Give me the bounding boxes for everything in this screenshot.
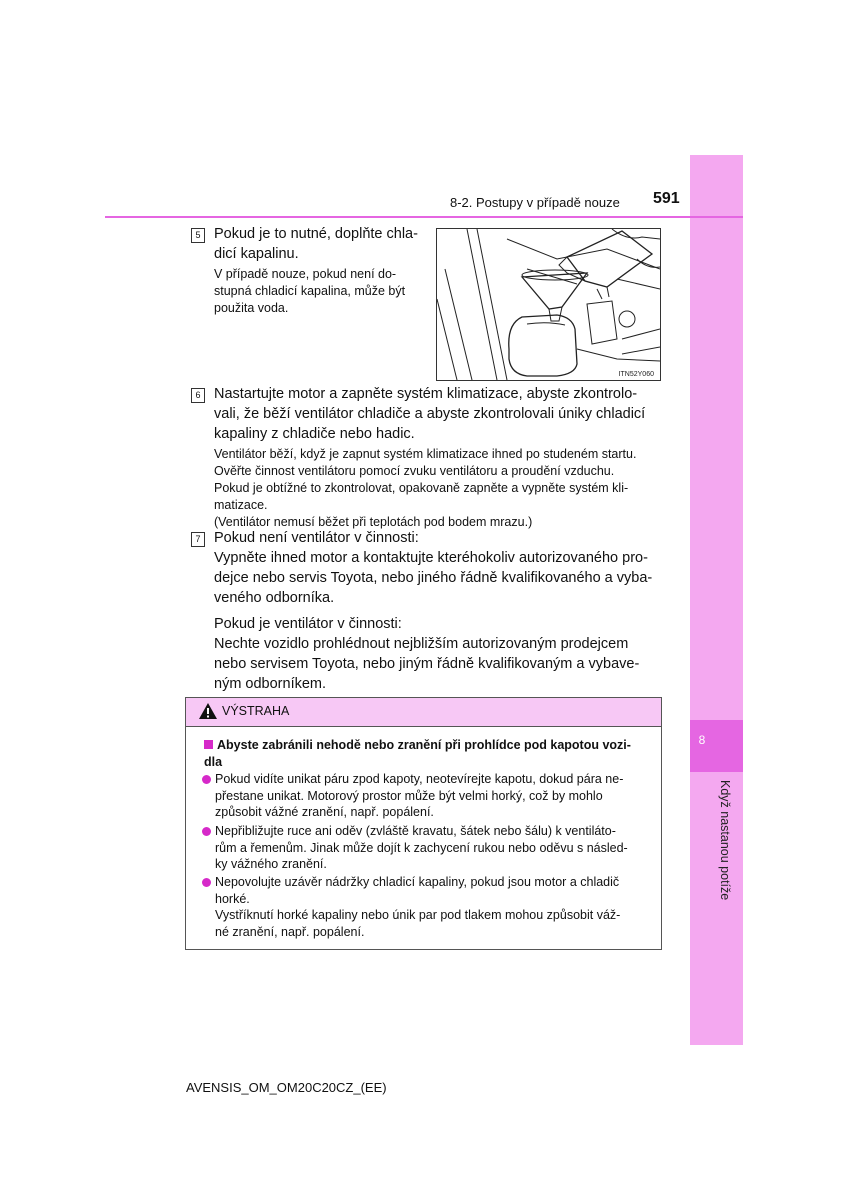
warning-heading (204, 737, 652, 771)
step-7-line-5: Pokud je ventilátor v činnosti: (214, 616, 402, 632)
bullet-3-line-1: Nepovolujte uzávěr nádržky chladicí kapaliny, pokud jsou motor a chladič (215, 875, 620, 889)
step-7-line-4: veného odborníka. (214, 590, 335, 606)
step-6-text (214, 384, 658, 444)
step-6-number: 6 (191, 388, 205, 403)
bullet-1-line-3: způsobit vážné zranění, např. popálení. (215, 805, 434, 819)
page-number: 591 (653, 190, 680, 207)
warning-header (186, 698, 661, 727)
step-5-note-line-2: stupná chladicí kapalina, může být (214, 284, 406, 298)
document-code: AVENSIS_OM_OM20C20CZ_(EE) (186, 1080, 387, 1095)
bullet-2-line-3: ky vážného zranění. (215, 857, 327, 871)
bullet-3-line-2: horké. (215, 891, 250, 906)
step-5-line-1: Pokud je to nutné, doplňte chla- (214, 226, 418, 242)
chapter-number: 8 (698, 733, 706, 747)
step-7-number: 7 (191, 532, 205, 547)
warning-triangle-icon (198, 702, 218, 720)
bullet-2-line-1: Nepřibližujte ruce ani oděv (zvláště kravatu, šátek nebo šálu) k ventiláto- (215, 824, 616, 838)
step-7-line-6: Nechte vozidlo prohlédnout nejbližším autorizovaným prodejcem (214, 636, 629, 652)
section-title: 8-2. Postupy v případě nouze (450, 195, 620, 210)
warning-title: VÝSTRAHA (222, 704, 290, 718)
warning-box (185, 697, 662, 950)
step-6-note-line-2: Ověřte činnost ventilátoru pomocí zvuku ventilátoru a proudění vzduchu. (214, 464, 615, 478)
side-chapter-tab (690, 155, 743, 1045)
bullet-3-line-4: né zranění, např. popálení. (215, 924, 365, 939)
bullet-dot-icon (202, 775, 211, 784)
step-5-note (214, 266, 426, 317)
bullet-1-line-2: přestane unikat. Motorový prostor může být velmi horký, což by mohlo (215, 788, 603, 803)
warning-heading-line-2: dla (204, 755, 223, 769)
step-5-number: 5 (191, 228, 205, 243)
step-7-line-7: nebo servisem Toyota, nebo jiným řádně kvalifikovaným a vybave- (214, 656, 640, 672)
step-6-line-3: kapaliny z chladiče nebo hadic. (214, 426, 415, 442)
warning-bullet-2 (202, 823, 658, 873)
step-5-note-line-1: V případě nouze, pokud není do- (214, 267, 397, 281)
step-6-line-1: Nastartujte motor a zapněte systém klimatizace, abyste zkontrolo- (214, 386, 638, 402)
step-7-line-2: Vypněte ihned motor a kontaktujte kteréhokoliv autorizovaného pro- (214, 550, 648, 566)
step-5-text (214, 224, 426, 264)
square-bullet-icon (204, 740, 213, 749)
bullet-3-line-3: Vystříknutí horké kapaliny nebo únik par pod tlakem mohou způsobit váž- (215, 908, 621, 922)
step-7-line-8: ným odborníkem. (214, 676, 327, 692)
step-7-line-1: Pokud není ventilátor v činnosti: (214, 530, 419, 546)
coolant-refill-illustration (436, 228, 661, 381)
engine-bay-drawing (437, 229, 660, 380)
step-6-note (214, 446, 658, 531)
bullet-2-line-2: rům a řemenům. Jinak může dojít k zachycení rukou nebo oděvu s násled- (215, 840, 628, 855)
illustration-code: ITN52Y060 (618, 371, 654, 378)
chapter-label: Když nastanou potíže (718, 780, 732, 901)
step-6-note-line-4: matizace. (214, 498, 268, 512)
step-7-line-3: dejce nebo servis Toyota, nebo jiného řádně kvalifikovaného a vyba- (214, 570, 653, 586)
step-5-note-line-3: použita voda. (214, 301, 289, 315)
bullet-dot-icon (202, 827, 211, 836)
warning-bullet-1 (202, 771, 658, 821)
step-6-note-line-5: (Ventilátor nemusí běžet při teplotách pod bodem mrazu.) (214, 515, 533, 529)
header-divider (105, 216, 743, 218)
bullet-dot-icon (202, 878, 211, 887)
warning-heading-line-1: Abyste zabránili nehodě nebo zranění při prohlídce pod kapotou vozi- (217, 738, 631, 752)
warning-bullet-3 (202, 874, 658, 940)
step-6-line-2: vali, že běží ventilátor chladiče a abyste zkontrolovali úniky chladicí (214, 406, 646, 422)
bullet-1-line-1: Pokud vidíte unikat páru zpod kapoty, neotevírejte kapotu, dokud pára ne- (215, 772, 624, 786)
step-7-text (214, 528, 658, 694)
step-5-line-2: dicí kapalinu. (214, 246, 299, 262)
step-6-note-line-3: Pokud je obtížné to zkontrolovat, opakovaně zapněte a vypněte systém kli- (214, 481, 629, 495)
step-6-note-line-1: Ventilátor běží, když je zapnut systém klimatizace ihned po studeném startu. (214, 447, 637, 461)
